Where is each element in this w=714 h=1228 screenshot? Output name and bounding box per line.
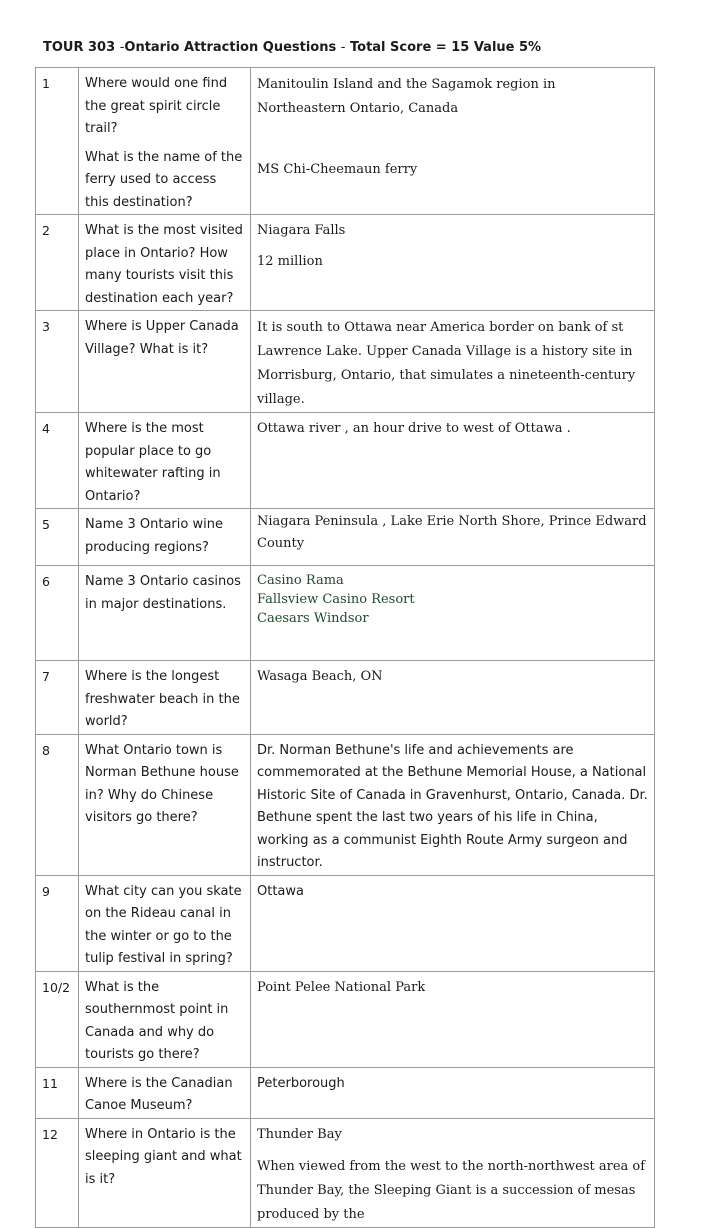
table-row	[36, 661, 655, 735]
row-number: 5	[36, 509, 79, 566]
casino-name: Caesars Windsor	[257, 611, 369, 626]
row-number: 8	[36, 734, 79, 875]
table-row	[36, 566, 655, 661]
table-row	[36, 734, 655, 875]
question-cell: What is the southernmost point in Canada and why do tourists go there?	[79, 971, 251, 1067]
table-row	[36, 1067, 655, 1118]
row-number: 10/2	[36, 971, 79, 1067]
answer-cell: Point Pelee National Park	[251, 971, 655, 1067]
row-number: 1	[36, 68, 79, 215]
question-cell: What Ontario town is Norman Bethune house in? Why do Chinese visitors go there?	[79, 734, 251, 875]
question-cell: Name 3 Ontario wine producing regions?	[79, 509, 251, 566]
answer-cell: Wasaga Beach, ON	[251, 661, 655, 735]
casino-name: Fallsview Casino Resort	[257, 592, 415, 607]
title-score: Total Score = 15 Value 5%	[350, 40, 542, 55]
answer-cell	[251, 566, 655, 661]
title-separator: -	[340, 40, 346, 55]
question-text: What is the name of the ferry used to access this destination?	[85, 149, 243, 210]
answer-text: Manitoulin Island and the Sagamok region in Northeastern Ontario, Canada	[257, 77, 556, 116]
table-row	[36, 1118, 655, 1227]
title-separator: -	[119, 40, 125, 55]
answer-cell: Ottawa	[251, 875, 655, 971]
casino-name: Casino Rama	[257, 573, 344, 588]
row-number: 9	[36, 875, 79, 971]
question-cell	[79, 68, 251, 215]
question-cell: Name 3 Ontario casinos in major destinations.	[79, 566, 251, 661]
answer-text: Thunder Bay	[257, 1126, 342, 1142]
row-number: 7	[36, 661, 79, 735]
document-title	[43, 40, 541, 55]
row-number: 12	[36, 1118, 79, 1227]
answer-cell: Peterborough	[251, 1067, 655, 1118]
question-cell: What is the most visited place in Ontario? How many tourists visit this destination each year?	[79, 215, 251, 311]
answer-cell: Dr. Norman Bethune's life and achievements are commemorated at the Bethune Memorial House, a National Historic Site of Canada in Gravenhurst, Ontario, Canada. Dr. Bethune spent the last two years of his life in China, working as a communist Eighth Route Army surgeon and instructor.	[251, 734, 655, 875]
row-number: 3	[36, 311, 79, 413]
question-cell: Where is the longest freshwater beach in the world?	[79, 661, 251, 735]
row-number: 6	[36, 566, 79, 661]
row-number: 11	[36, 1067, 79, 1118]
question-cell: Where in Ontario is the sleeping giant and what is it?	[79, 1118, 251, 1227]
table-row	[36, 971, 655, 1067]
answer-text: MS Chi-Cheemaun ferry	[257, 162, 418, 177]
table-row	[36, 413, 655, 509]
table-row	[36, 509, 655, 566]
answer-text: 12 million	[257, 254, 323, 269]
table-row	[36, 311, 655, 413]
table-row	[36, 875, 655, 971]
answer-text: Niagara Falls	[257, 223, 346, 238]
question-cell: Where is the most popular place to go whitewater rafting in Ontario?	[79, 413, 251, 509]
question-cell: Where is Upper Canada Village? What is it?	[79, 311, 251, 413]
answer-cell	[251, 1118, 655, 1227]
table-row	[36, 215, 655, 311]
question-cell: What city can you skate on the Rideau canal in the winter or go to the tulip festival in spring?	[79, 875, 251, 971]
question-text: Where would one find the great spirit circle trail?	[85, 76, 228, 136]
questions-table	[35, 67, 655, 1228]
answer-cell: It is south to Ottawa near America border on bank of st Lawrence Lake. Upper Canada Village is a history site in Morrisburg, Ontario, that simulates a nineteenth-century village.	[251, 311, 655, 413]
answer-cell: Niagara Peninsula , Lake Erie North Shore, Prince Edward County	[251, 509, 655, 566]
row-number: 2	[36, 215, 79, 311]
title-course: TOUR 303	[43, 40, 116, 55]
answer-cell	[251, 68, 655, 215]
question-cell: Where is the Canadian Canoe Museum?	[79, 1067, 251, 1118]
answer-text: When viewed from the west to the north-northwest area of Thunder Bay, the Sleeping Giant is a succession of mesas produced by the	[257, 1158, 646, 1222]
answer-cell: Ottawa river , an hour drive to west of Ottawa .	[251, 413, 655, 509]
title-topic: Ontario Attraction Questions	[124, 40, 337, 55]
answer-cell	[251, 215, 655, 311]
table-row	[36, 68, 655, 215]
row-number: 4	[36, 413, 79, 509]
